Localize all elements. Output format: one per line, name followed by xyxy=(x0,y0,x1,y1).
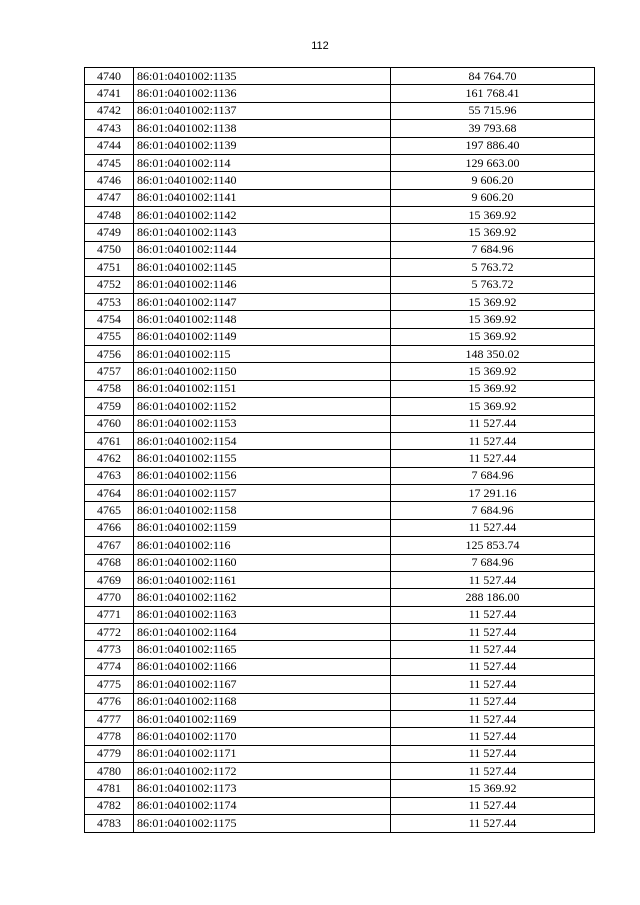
cadastral-number-cell: 86:01:0401002:1173 xyxy=(134,780,391,797)
row-number-cell: 4742 xyxy=(85,102,134,119)
table-row xyxy=(85,346,595,363)
cadastral-value-cell: 11 527.44 xyxy=(391,693,595,710)
cadastral-value-cell: 148 350.02 xyxy=(391,346,595,363)
table-row xyxy=(85,137,595,154)
cadastral-number-cell: 86:01:0401002:1157 xyxy=(134,485,391,502)
cadastral-number-cell: 86:01:0401002:1164 xyxy=(134,624,391,641)
table-row xyxy=(85,763,595,780)
cadastral-number-cell: 86:01:0401002:1174 xyxy=(134,797,391,814)
table-row xyxy=(85,68,595,85)
row-number-cell: 4757 xyxy=(85,363,134,380)
cadastral-value-cell: 9 606.20 xyxy=(391,172,595,189)
cadastral-value-cell: 288 186.00 xyxy=(391,589,595,606)
row-number-cell: 4758 xyxy=(85,380,134,397)
cadastral-value-cell: 129 663.00 xyxy=(391,154,595,171)
cadastral-number-cell: 86:01:0401002:1141 xyxy=(134,189,391,206)
cadastral-value-cell: 11 527.44 xyxy=(391,450,595,467)
cadastral-number-cell: 86:01:0401002:1137 xyxy=(134,102,391,119)
cadastral-value-cell: 11 527.44 xyxy=(391,432,595,449)
table-row xyxy=(85,780,595,797)
row-number-cell: 4741 xyxy=(85,85,134,102)
cadastral-number-cell: 86:01:0401002:1148 xyxy=(134,311,391,328)
table-row xyxy=(85,571,595,588)
cadastral-value-cell: 15 369.92 xyxy=(391,398,595,415)
table-row xyxy=(85,259,595,276)
cadastral-value-cell: 15 369.92 xyxy=(391,224,595,241)
cadastral-number-cell: 86:01:0401002:1151 xyxy=(134,380,391,397)
row-number-cell: 4744 xyxy=(85,137,134,154)
row-number-cell: 4745 xyxy=(85,154,134,171)
table-row xyxy=(85,380,595,397)
row-number-cell: 4760 xyxy=(85,415,134,432)
cadastral-value-cell: 11 527.44 xyxy=(391,728,595,745)
cadastral-number-cell: 86:01:0401002:1163 xyxy=(134,606,391,623)
table-row xyxy=(85,172,595,189)
row-number-cell: 4769 xyxy=(85,571,134,588)
cadastral-value-cell: 11 527.44 xyxy=(391,415,595,432)
table-row xyxy=(85,485,595,502)
cadastral-value-cell: 7 684.96 xyxy=(391,554,595,571)
cadastral-value-cell: 15 369.92 xyxy=(391,328,595,345)
cadastral-number-cell: 86:01:0401002:1153 xyxy=(134,415,391,432)
cadastral-value-cell: 11 527.44 xyxy=(391,658,595,675)
table-row xyxy=(85,432,595,449)
table-row xyxy=(85,224,595,241)
cadastral-value-cell: 5 763.72 xyxy=(391,259,595,276)
table-row xyxy=(85,641,595,658)
row-number-cell: 4748 xyxy=(85,207,134,224)
cadastral-value-cell: 125 853.74 xyxy=(391,537,595,554)
table-row xyxy=(85,519,595,536)
cadastral-value-cell: 15 369.92 xyxy=(391,293,595,310)
row-number-cell: 4778 xyxy=(85,728,134,745)
cadastral-value-table xyxy=(84,67,595,833)
cadastral-value-cell: 7 684.96 xyxy=(391,467,595,484)
table-row xyxy=(85,120,595,137)
row-number-cell: 4770 xyxy=(85,589,134,606)
cadastral-number-cell: 86:01:0401002:1171 xyxy=(134,745,391,762)
row-number-cell: 4766 xyxy=(85,519,134,536)
cadastral-value-cell: 55 715.96 xyxy=(391,102,595,119)
cadastral-number-cell: 86:01:0401002:1167 xyxy=(134,676,391,693)
row-number-cell: 4782 xyxy=(85,797,134,814)
table-row xyxy=(85,328,595,345)
cadastral-value-cell: 197 886.40 xyxy=(391,137,595,154)
cadastral-value-cell: 11 527.44 xyxy=(391,624,595,641)
row-number-cell: 4740 xyxy=(85,68,134,85)
table-row xyxy=(85,537,595,554)
cadastral-number-cell: 86:01:0401002:1158 xyxy=(134,502,391,519)
row-number-cell: 4743 xyxy=(85,120,134,137)
cadastral-number-cell: 86:01:0401002:1139 xyxy=(134,137,391,154)
cadastral-value-cell: 15 369.92 xyxy=(391,207,595,224)
cadastral-number-cell: 86:01:0401002:1169 xyxy=(134,710,391,727)
page-number: 112 xyxy=(311,40,329,52)
cadastral-number-cell: 86:01:0401002:1175 xyxy=(134,815,391,832)
cadastral-number-cell: 86:01:0401002:1147 xyxy=(134,293,391,310)
table-row xyxy=(85,624,595,641)
table-row xyxy=(85,815,595,832)
row-number-cell: 4756 xyxy=(85,346,134,363)
cadastral-number-cell: 86:01:0401002:1149 xyxy=(134,328,391,345)
row-number-cell: 4765 xyxy=(85,502,134,519)
table-row xyxy=(85,589,595,606)
table-row xyxy=(85,241,595,258)
cadastral-number-cell: 86:01:0401002:1155 xyxy=(134,450,391,467)
cadastral-value-cell: 11 527.44 xyxy=(391,797,595,814)
cadastral-value-cell: 11 527.44 xyxy=(391,710,595,727)
table-row xyxy=(85,606,595,623)
cadastral-value-cell: 7 684.96 xyxy=(391,502,595,519)
cadastral-number-cell: 86:01:0401002:1168 xyxy=(134,693,391,710)
row-number-cell: 4759 xyxy=(85,398,134,415)
cadastral-number-cell: 86:01:0401002:1152 xyxy=(134,398,391,415)
table-row xyxy=(85,189,595,206)
table-row xyxy=(85,207,595,224)
table-row xyxy=(85,85,595,102)
cadastral-number-cell: 86:01:0401002:1146 xyxy=(134,276,391,293)
cadastral-value-cell: 11 527.44 xyxy=(391,571,595,588)
row-number-cell: 4752 xyxy=(85,276,134,293)
cadastral-number-cell: 86:01:0401002:1162 xyxy=(134,589,391,606)
table-row xyxy=(85,154,595,171)
row-number-cell: 4751 xyxy=(85,259,134,276)
table-row xyxy=(85,467,595,484)
cadastral-value-cell: 5 763.72 xyxy=(391,276,595,293)
cadastral-number-cell: 86:01:0401002:1172 xyxy=(134,763,391,780)
table-row xyxy=(85,415,595,432)
row-number-cell: 4768 xyxy=(85,554,134,571)
table-row xyxy=(85,693,595,710)
cadastral-number-cell: 86:01:0401002:1143 xyxy=(134,224,391,241)
cadastral-value-cell: 9 606.20 xyxy=(391,189,595,206)
cadastral-number-cell: 86:01:0401002:1136 xyxy=(134,85,391,102)
cadastral-value-cell: 7 684.96 xyxy=(391,241,595,258)
cadastral-number-cell: 86:01:0401002:1150 xyxy=(134,363,391,380)
cadastral-number-cell: 86:01:0401002:1142 xyxy=(134,207,391,224)
cadastral-value-cell: 11 527.44 xyxy=(391,606,595,623)
row-number-cell: 4780 xyxy=(85,763,134,780)
table-row xyxy=(85,710,595,727)
row-number-cell: 4781 xyxy=(85,780,134,797)
row-number-cell: 4763 xyxy=(85,467,134,484)
cadastral-value-cell: 11 527.44 xyxy=(391,676,595,693)
table-row xyxy=(85,450,595,467)
row-number-cell: 4775 xyxy=(85,676,134,693)
cadastral-value-cell: 15 369.92 xyxy=(391,363,595,380)
cadastral-number-cell: 86:01:0401002:1161 xyxy=(134,571,391,588)
table-row xyxy=(85,676,595,693)
table-row xyxy=(85,311,595,328)
table-row xyxy=(85,797,595,814)
cadastral-value-cell: 11 527.44 xyxy=(391,763,595,780)
cadastral-value-cell: 17 291.16 xyxy=(391,485,595,502)
cadastral-number-cell: 86:01:0401002:1166 xyxy=(134,658,391,675)
row-number-cell: 4771 xyxy=(85,606,134,623)
cadastral-value-cell: 15 369.92 xyxy=(391,311,595,328)
cadastral-number-cell: 86:01:0401002:1156 xyxy=(134,467,391,484)
cadastral-number-cell: 86:01:0401002:1145 xyxy=(134,259,391,276)
cadastral-number-cell: 86:01:0401002:1160 xyxy=(134,554,391,571)
cadastral-number-cell: 86:01:0401002:1138 xyxy=(134,120,391,137)
table-row xyxy=(85,658,595,675)
table-row xyxy=(85,554,595,571)
row-number-cell: 4761 xyxy=(85,432,134,449)
cadastral-value-cell: 11 527.44 xyxy=(391,641,595,658)
row-number-cell: 4747 xyxy=(85,189,134,206)
cadastral-value-cell: 11 527.44 xyxy=(391,815,595,832)
table-body xyxy=(85,68,595,833)
cadastral-number-cell: 86:01:0401002:1159 xyxy=(134,519,391,536)
table-row xyxy=(85,502,595,519)
table-row xyxy=(85,276,595,293)
row-number-cell: 4776 xyxy=(85,693,134,710)
cadastral-value-cell: 15 369.92 xyxy=(391,780,595,797)
cadastral-number-cell: 86:01:0401002:1140 xyxy=(134,172,391,189)
cadastral-value-cell: 84 764.70 xyxy=(391,68,595,85)
row-number-cell: 4767 xyxy=(85,537,134,554)
row-number-cell: 4772 xyxy=(85,624,134,641)
cadastral-number-cell: 86:01:0401002:1165 xyxy=(134,641,391,658)
table-row xyxy=(85,745,595,762)
cadastral-number-cell: 86:01:0401002:115 xyxy=(134,346,391,363)
row-number-cell: 4762 xyxy=(85,450,134,467)
row-number-cell: 4779 xyxy=(85,745,134,762)
row-number-cell: 4774 xyxy=(85,658,134,675)
row-number-cell: 4746 xyxy=(85,172,134,189)
row-number-cell: 4750 xyxy=(85,241,134,258)
cadastral-number-cell: 86:01:0401002:1135 xyxy=(134,68,391,85)
table-row xyxy=(85,363,595,380)
cadastral-number-cell: 86:01:0401002:1170 xyxy=(134,728,391,745)
cadastral-value-cell: 11 527.44 xyxy=(391,745,595,762)
row-number-cell: 4753 xyxy=(85,293,134,310)
cadastral-value-cell: 39 793.68 xyxy=(391,120,595,137)
row-number-cell: 4783 xyxy=(85,815,134,832)
cadastral-number-cell: 86:01:0401002:1144 xyxy=(134,241,391,258)
row-number-cell: 4773 xyxy=(85,641,134,658)
table-row xyxy=(85,398,595,415)
row-number-cell: 4754 xyxy=(85,311,134,328)
cadastral-number-cell: 86:01:0401002:1154 xyxy=(134,432,391,449)
cadastral-value-cell: 161 768.41 xyxy=(391,85,595,102)
row-number-cell: 4749 xyxy=(85,224,134,241)
row-number-cell: 4777 xyxy=(85,710,134,727)
cadastral-value-cell: 11 527.44 xyxy=(391,519,595,536)
row-number-cell: 4755 xyxy=(85,328,134,345)
table-row xyxy=(85,728,595,745)
cadastral-number-cell: 86:01:0401002:116 xyxy=(134,537,391,554)
cadastral-value-cell: 15 369.92 xyxy=(391,380,595,397)
table-row xyxy=(85,293,595,310)
cadastral-number-cell: 86:01:0401002:114 xyxy=(134,154,391,171)
table-row xyxy=(85,102,595,119)
row-number-cell: 4764 xyxy=(85,485,134,502)
